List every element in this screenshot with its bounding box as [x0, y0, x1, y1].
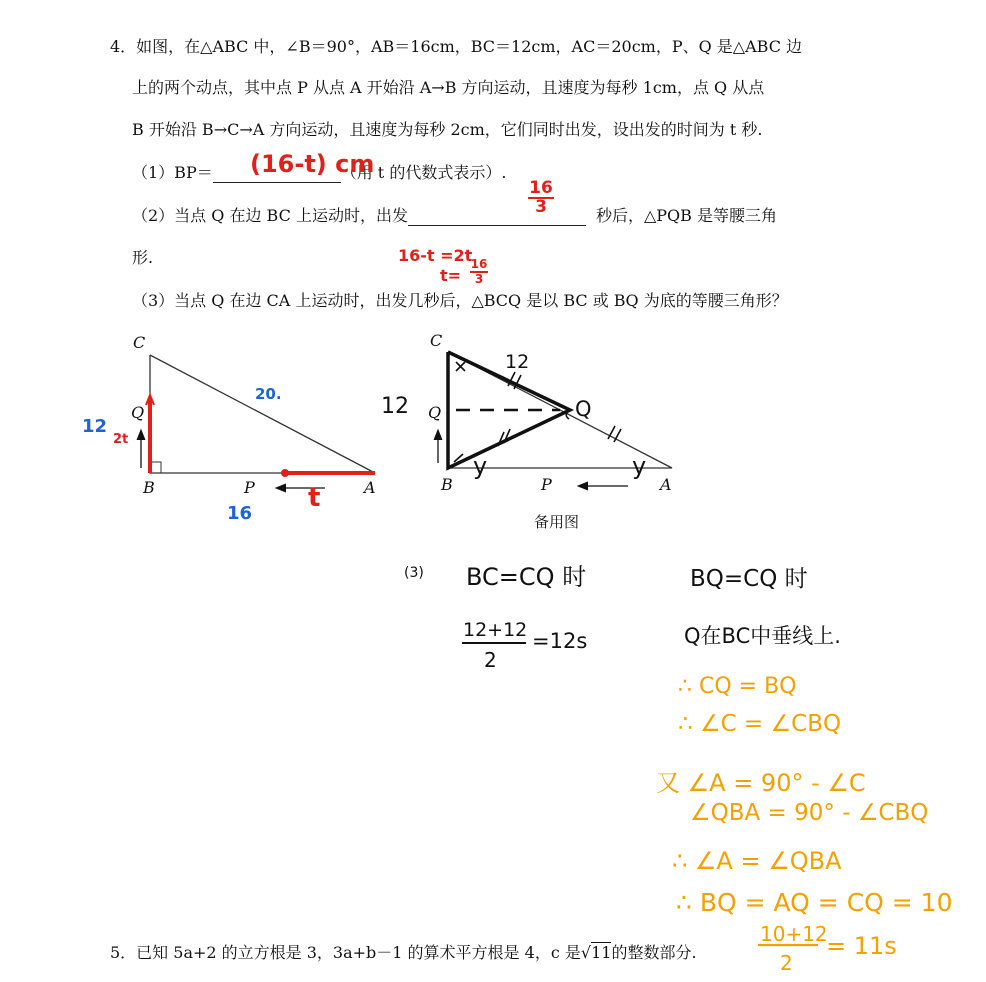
fig2-mark-y-right: y: [632, 452, 647, 480]
sqrt-radicand: 11: [591, 943, 612, 962]
fig2-label-c: C: [430, 331, 443, 350]
fig2-label-b: B: [441, 475, 453, 494]
fig2-caption: 备用图: [534, 513, 580, 531]
fig1-label-b: B: [143, 478, 155, 497]
fig2-twelve-top: 12: [505, 351, 530, 373]
sol3-case1: BC=CQ 时: [466, 563, 587, 591]
arrow-up-head-2: [434, 430, 442, 440]
orange-line-3: 又 ∠A = 90° - ∠C: [656, 769, 866, 797]
orange-line-2: ∴ ∠C = ∠CBQ: [678, 711, 842, 737]
q4-line1: 4．如图，在△ABC 中，∠B＝90°，AB＝16cm，BC＝12cm，AC＝20cm，P、Q 是△ABC 边: [110, 37, 803, 56]
orange-frac-num: 10+12: [760, 922, 828, 946]
sol3-frac-den: 2: [484, 648, 497, 672]
handwritten-work-2b: t=: [440, 266, 462, 285]
fig1-ap-t: t: [308, 483, 321, 513]
handwritten-answer-1: (16-t) cm: [250, 150, 375, 178]
orange-line-6: ∴ BQ = AQ = CQ = 10: [676, 888, 953, 917]
arrow-up-head: [137, 430, 145, 440]
fig2-mark-y-left: y: [473, 452, 488, 480]
fig2-label-p: P: [541, 475, 552, 494]
handwritten-answer-2: 16 3: [529, 178, 553, 217]
arrow-left-head-2: [578, 482, 588, 490]
fig1-label-a: A: [364, 478, 376, 497]
part2-prefix: （2）当点 Q 在边 BC 上运动时，出发: [132, 206, 408, 225]
orange-frac-den: 2: [780, 951, 793, 975]
fig2-label-q-left: Q: [428, 403, 442, 422]
q5-prefix: 5．已知 5a+2 的立方根是 3，3a+b－1 的算术平方根是 4，c 是: [110, 943, 581, 962]
part2-suffix: 秒后，△PQB 是等腰三角: [595, 206, 777, 225]
fig1-label-c: C: [133, 333, 146, 352]
fig1-bq-2t: 2t: [113, 432, 129, 447]
q4-part3: （3）当点 Q 在边 CA 上运动时，出发几秒后，△BCQ 是以 BC 或 BQ 为底的等腰三角形？: [132, 291, 788, 310]
triangle-abc: [150, 355, 375, 473]
fig2-label-a: A: [660, 475, 672, 494]
fig2-twelve-left: 12: [381, 394, 409, 419]
fig2-label-q-right: Q: [575, 397, 592, 421]
arrow-left-head: [276, 484, 286, 492]
fig1-label-q: Q: [131, 403, 145, 422]
fig1-bc-12: 12: [82, 416, 108, 437]
part1-suffix: （用 t 的代数式表示）.: [340, 163, 507, 182]
q5-line: [110, 940, 697, 963]
sol3-frac-num: 12+12: [463, 619, 528, 641]
sol3-frac-result: =12s: [532, 629, 588, 653]
figure-1: [137, 355, 375, 492]
orange-frac-result: = 11s: [826, 932, 897, 960]
fig1-ab-16: 16: [227, 503, 253, 524]
handwritten-work-2a: 16-t =2t: [398, 246, 473, 265]
part1-prefix: （1）BP＝: [132, 163, 213, 182]
handwritten-work-2-frac: 16 3: [470, 257, 488, 286]
q5-suffix: 的整数部分.: [611, 943, 697, 962]
sol3-case2: BQ=CQ 时: [690, 566, 808, 592]
sol3-case2-note: Q在BC中垂线上.: [684, 624, 841, 648]
orange-line-1: ∴ CQ = BQ: [678, 674, 797, 699]
q4-line2: 上的两个动点，其中点 P 从点 A 开始沿 A→B 方向运动，且速度为每秒 1cm，点 Q 从点: [132, 78, 765, 97]
point-p-dot: [281, 469, 289, 477]
q4-line3: B 开始沿 B→C→A 方向运动，且速度为每秒 2cm，它们同时出发，设出发的时间为 t 秒.: [132, 120, 763, 139]
sqrt-symbol: √: [580, 943, 592, 962]
q4-part2-line2: 形.: [132, 248, 154, 267]
sol3-label: (3): [404, 565, 424, 581]
fig1-label-p: P: [244, 478, 255, 497]
orange-line-5: ∴ ∠A = ∠QBA: [672, 847, 842, 875]
fig1-hyp-20: 20.: [255, 385, 282, 403]
orange-line-4: ∠QBA = 90° - ∠CBQ: [690, 800, 929, 826]
